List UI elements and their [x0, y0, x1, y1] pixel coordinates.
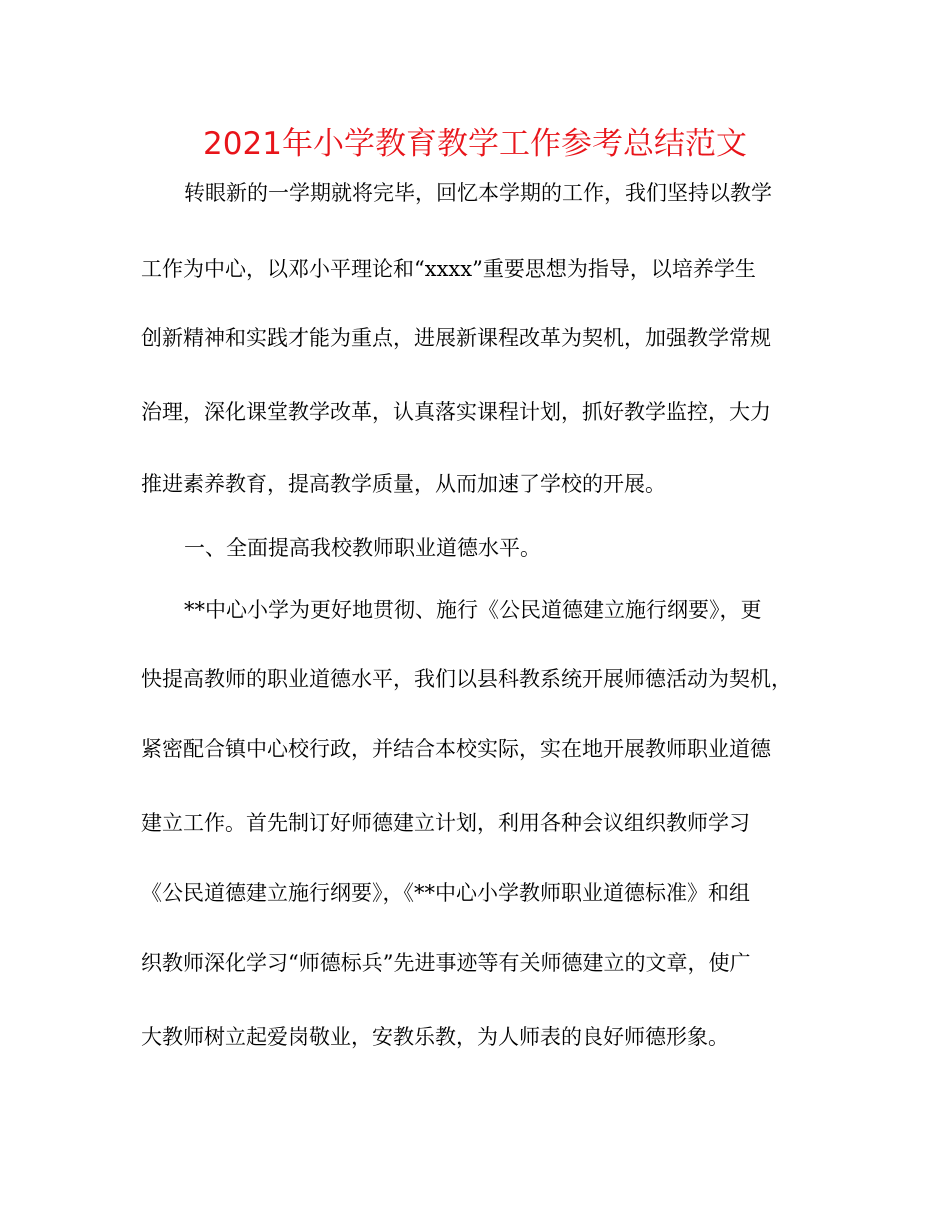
paragraph-line: 转眼新的一学期就将完毕，回忆本学期的工作，我们坚持以教学 — [184, 181, 772, 205]
paragraph-line: 工作为中心，以邓小平理论和“xxxx”重要思想为指导，以培养学生 — [141, 257, 756, 281]
paragraph-line: 创新精神和实践才能为重点，进展新课程改革为契机，加强教学常规 — [141, 326, 771, 350]
paragraph-line: 《公民道德建立施行纲要》，《**中心小学教师职业道德标准》和组 — [141, 881, 750, 905]
paragraph-line: 大教师树立起爱岗敬业，安教乐教，为人师表的良好师德形象。 — [141, 1025, 729, 1049]
paragraph-line: 紧密配合镇中心校行政，并结合本校实际，实在地开展教师职业道德 — [141, 737, 771, 761]
paragraph-line: 建立工作。首先制订好师德建立计划，利用各种会议组织教师学习 — [141, 811, 750, 835]
paragraph-line: 快提高教师的职业道德水平，我们以县科教系统开展师德活动为契机， — [141, 667, 792, 691]
section-heading: 一、全面提高我校教师职业道德水平。 — [184, 536, 541, 560]
paragraph-line: 推进素养教育，提高教学质量，从而加速了学校的开展。 — [141, 472, 666, 496]
paragraph-line: **中心小学为更好地贯彻、施行《公民道德建立施行纲要》，更 — [184, 598, 762, 622]
paragraph-line: 织教师深化学习“师德标兵”先进事迹等有关师德建立的文章，使广 — [141, 951, 751, 975]
paragraph-line: 治理，深化课堂教学改革，认真落实课程计划，抓好教学监控，大力 — [141, 400, 771, 424]
document-title: 2021年小学教育教学工作参考总结范文 — [203, 126, 747, 162]
